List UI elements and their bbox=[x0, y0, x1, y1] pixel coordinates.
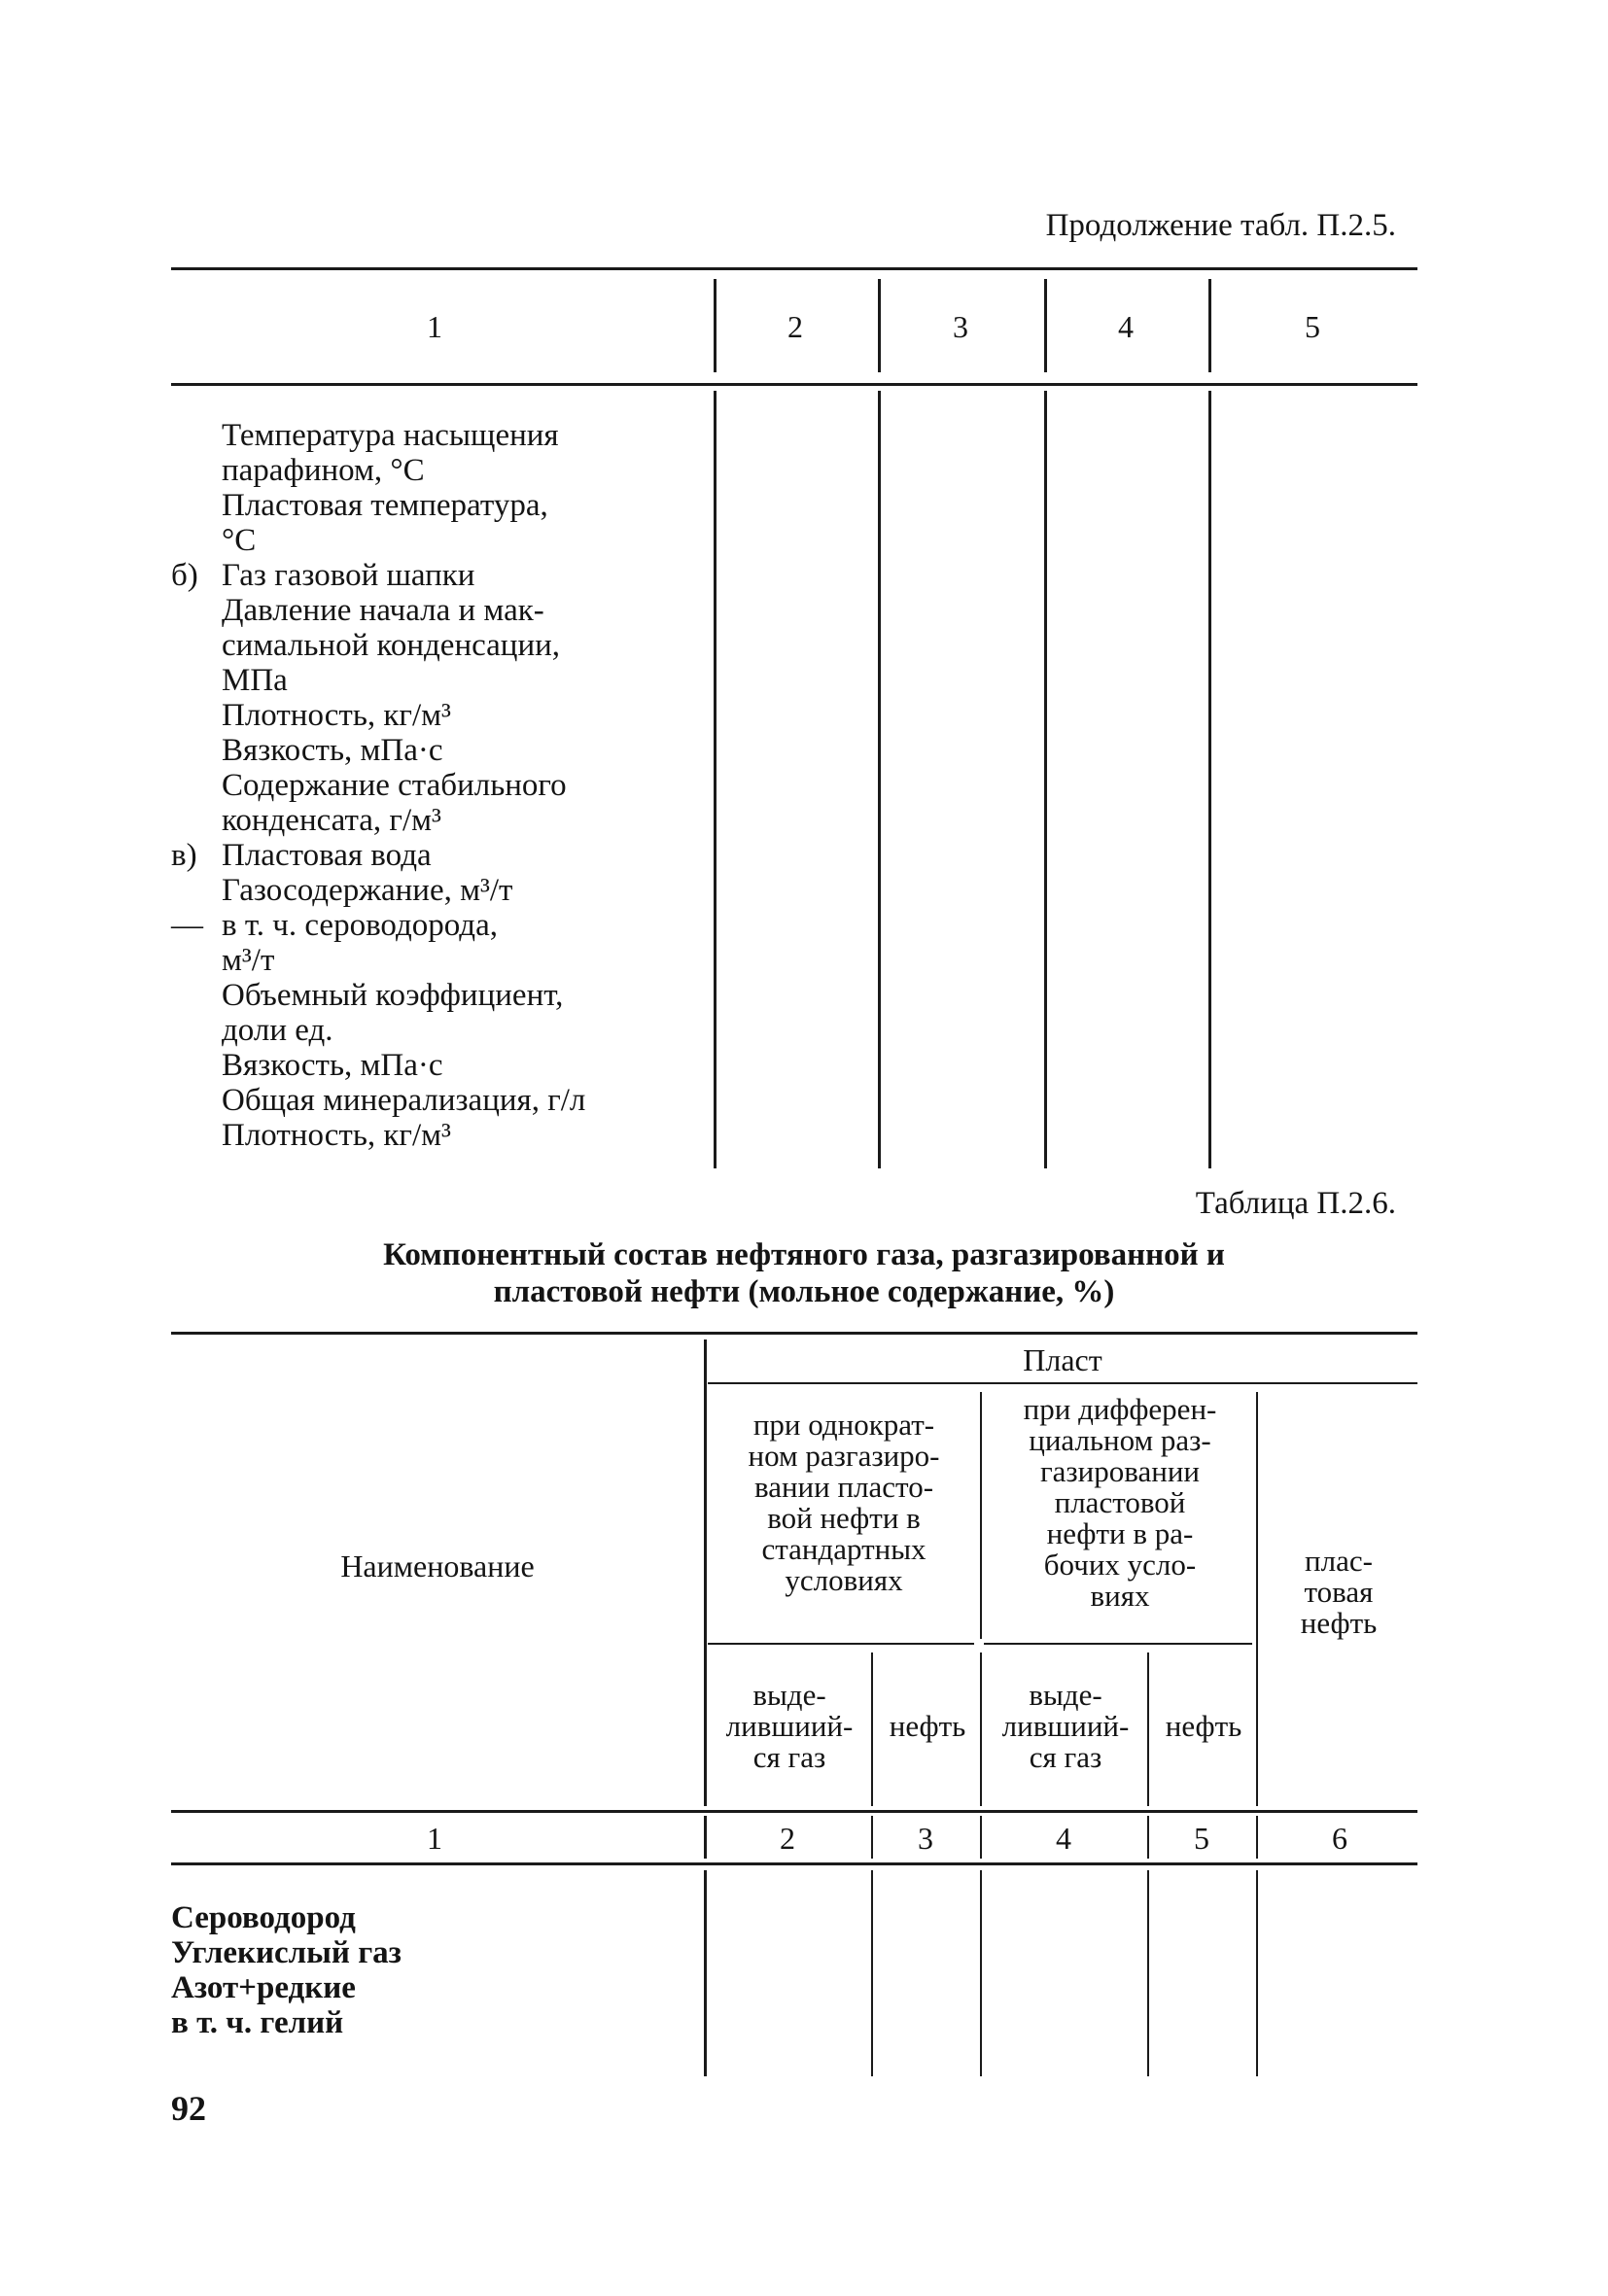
row-label: Пластовая температура, bbox=[222, 488, 548, 523]
row-label: конденсата, г/м³ bbox=[222, 803, 441, 838]
table-2-col-divider bbox=[980, 1392, 982, 1639]
table-2-col-divider bbox=[871, 1870, 873, 2076]
table-2-col-number: 5 bbox=[1194, 1821, 1209, 1856]
row-label: Давление начала и мак- bbox=[222, 593, 544, 628]
table-2-col-divider bbox=[871, 1652, 873, 1806]
table-1-top-rule bbox=[171, 267, 1417, 270]
header-line: вании пласто- bbox=[753, 1470, 934, 1504]
table-row bbox=[171, 523, 585, 558]
table-2-top-rule bbox=[171, 1332, 1417, 1335]
header-line: циальном раз- bbox=[1029, 1423, 1211, 1457]
table-1-row-list bbox=[171, 418, 585, 1153]
row-label: Вязкость, мПа·с bbox=[222, 1048, 443, 1083]
row-label: парафином, °С bbox=[222, 453, 425, 488]
header-line: ном разгазиро- bbox=[748, 1439, 940, 1473]
header-line: лившиий- bbox=[1001, 1709, 1130, 1743]
table-2-plast-rule bbox=[708, 1382, 1417, 1384]
table-2-header-rule bbox=[171, 1810, 1417, 1813]
header-line: нефть bbox=[1300, 1606, 1378, 1640]
table-1-col-number: 5 bbox=[1305, 309, 1320, 344]
header-released-gas bbox=[984, 1680, 1147, 1773]
table-2-col-divider bbox=[1256, 1816, 1258, 1859]
header-line: лившиий- bbox=[725, 1709, 854, 1743]
header-line: плас- bbox=[1305, 1544, 1373, 1578]
table-row bbox=[171, 943, 585, 978]
table-row bbox=[171, 803, 585, 838]
table-1-col-divider bbox=[1208, 391, 1211, 1168]
table-2-title-line: пластовой нефти (мольное содержание, %) bbox=[493, 1274, 1115, 1309]
table-row: Сероводород bbox=[171, 1900, 356, 1935]
table-row bbox=[171, 698, 585, 733]
table-2-col-divider bbox=[704, 1339, 707, 1806]
header-line: виях bbox=[1090, 1579, 1150, 1613]
table-1-col-divider bbox=[1044, 391, 1047, 1168]
header-differential bbox=[984, 1394, 1256, 1612]
table-2-col-number: 1 bbox=[427, 1821, 442, 1856]
row-label: Температура насыщения bbox=[222, 418, 559, 453]
row-marker: в) bbox=[171, 838, 197, 873]
table-1-header-rule bbox=[171, 383, 1417, 386]
table-2-col-number: 6 bbox=[1332, 1821, 1347, 1856]
table-1-col-number: 4 bbox=[1118, 309, 1134, 344]
table-2-subgroup-rule bbox=[984, 1643, 1252, 1645]
table-2-col-number: 2 bbox=[780, 1821, 795, 1856]
table-1-col-divider bbox=[714, 391, 717, 1168]
row-label: доли ед. bbox=[222, 1013, 333, 1048]
continuation-caption: Продолжение табл. П.2.5. bbox=[1045, 208, 1396, 243]
table-row bbox=[171, 768, 585, 803]
table-2-col-number: 4 bbox=[1056, 1821, 1071, 1856]
row-marker: — bbox=[171, 908, 203, 943]
row-label: Вязкость, мПа·с bbox=[222, 733, 443, 768]
table-1-col-divider bbox=[714, 279, 717, 372]
table-row bbox=[171, 908, 585, 943]
header-line: ся газ bbox=[752, 1740, 826, 1774]
table-row bbox=[171, 873, 585, 908]
header-oil: нефть bbox=[889, 1709, 966, 1743]
row-label: Плотность, кг/м³ bbox=[222, 698, 451, 733]
table-2-col-divider bbox=[1256, 1870, 1258, 2076]
table-row: в т. ч. гелий bbox=[171, 2005, 344, 2040]
row-marker: б) bbox=[171, 558, 198, 593]
table-1-col-number: 1 bbox=[427, 309, 442, 344]
table-row bbox=[171, 978, 585, 1013]
table-row bbox=[171, 1048, 585, 1083]
header-single-stage bbox=[708, 1409, 980, 1596]
header-oil: нефть bbox=[1165, 1709, 1242, 1743]
table-2-col-divider bbox=[1147, 1652, 1149, 1806]
table-1-col-number: 3 bbox=[953, 309, 968, 344]
row-label: Газосодержание, м³/т bbox=[222, 873, 513, 908]
header-line: стандартных bbox=[761, 1532, 926, 1566]
row-label: м³/т bbox=[222, 943, 275, 978]
header-reservoir-oil bbox=[1260, 1546, 1417, 1639]
table-row bbox=[171, 838, 585, 873]
table-row bbox=[171, 1118, 585, 1153]
row-label: Пластовая вода bbox=[222, 838, 432, 873]
table-row bbox=[171, 453, 585, 488]
header-plast: Пласт bbox=[1023, 1342, 1102, 1377]
table-2-col-divider bbox=[704, 1816, 707, 1859]
header-line: бочих усло- bbox=[1043, 1548, 1197, 1582]
page-number: 92 bbox=[171, 2089, 206, 2128]
header-line: нефти в ра- bbox=[1046, 1516, 1194, 1550]
table-2-col-divider bbox=[980, 1870, 982, 2076]
table-2-title-line: Компонентный состав нефтяного газа, разгазированной и bbox=[383, 1237, 1225, 1272]
header-line: газировании bbox=[1039, 1454, 1201, 1488]
table-row: Углекислый газ bbox=[171, 1935, 402, 1970]
table-row bbox=[171, 418, 585, 453]
table-1-col-number: 2 bbox=[787, 309, 803, 344]
table-1-col-divider bbox=[1208, 279, 1211, 372]
header-line: условиях bbox=[785, 1563, 903, 1597]
table-2-label: Таблица П.2.6. bbox=[1195, 1186, 1396, 1221]
header-line: ся газ bbox=[1029, 1740, 1102, 1774]
table-2-col-divider bbox=[871, 1816, 873, 1859]
table-1-col-divider bbox=[878, 279, 881, 372]
row-label: Газ газовой шапки bbox=[222, 558, 475, 593]
table-row bbox=[171, 593, 585, 628]
table-row bbox=[171, 1083, 585, 1118]
row-label: в т. ч. сероводорода, bbox=[222, 908, 498, 943]
row-label: Содержание стабильного bbox=[222, 768, 567, 803]
table-2-col-number: 3 bbox=[918, 1821, 933, 1856]
table-2-row-list bbox=[171, 1900, 402, 2040]
header-line: пластовой bbox=[1054, 1485, 1186, 1519]
table-row bbox=[171, 663, 585, 698]
table-2-col-divider bbox=[980, 1816, 982, 1859]
row-label: Объемный коэффициент, bbox=[222, 978, 564, 1013]
row-label: МПа bbox=[222, 663, 288, 698]
header-name-column: Наименование bbox=[340, 1548, 535, 1583]
table-row bbox=[171, 558, 585, 593]
row-label: Плотность, кг/м³ bbox=[222, 1118, 451, 1153]
header-line: выде- bbox=[1029, 1678, 1102, 1712]
table-2-number-rule bbox=[171, 1862, 1417, 1865]
table-2-col-divider bbox=[704, 1870, 707, 2076]
table-row bbox=[171, 628, 585, 663]
table-2-col-divider bbox=[980, 1652, 982, 1806]
table-2-subgroup-rule bbox=[708, 1643, 974, 1645]
table-2-col-divider bbox=[1147, 1816, 1149, 1859]
table-1-col-divider bbox=[1044, 279, 1047, 372]
header-released-gas bbox=[708, 1680, 871, 1773]
header-line: при однократ- bbox=[752, 1408, 935, 1442]
header-line: вой нефти в bbox=[767, 1501, 921, 1535]
table-2-col-divider bbox=[1147, 1870, 1149, 2076]
table-row: Азот+редкие bbox=[171, 1970, 356, 2005]
header-line: выде- bbox=[752, 1678, 826, 1712]
row-label: °С bbox=[222, 523, 257, 558]
table-2-col-divider bbox=[1256, 1392, 1258, 1806]
table-2-title bbox=[194, 1236, 1414, 1310]
header-line: товая bbox=[1304, 1575, 1374, 1609]
row-label: Общая минерализация, г/л bbox=[222, 1083, 586, 1118]
header-line: при дифферен- bbox=[1023, 1392, 1217, 1426]
table-row bbox=[171, 733, 585, 768]
table-1-col-divider bbox=[878, 391, 881, 1168]
table-row bbox=[171, 488, 585, 523]
table-row bbox=[171, 1013, 585, 1048]
row-label: симальной конденсации, bbox=[222, 628, 561, 663]
